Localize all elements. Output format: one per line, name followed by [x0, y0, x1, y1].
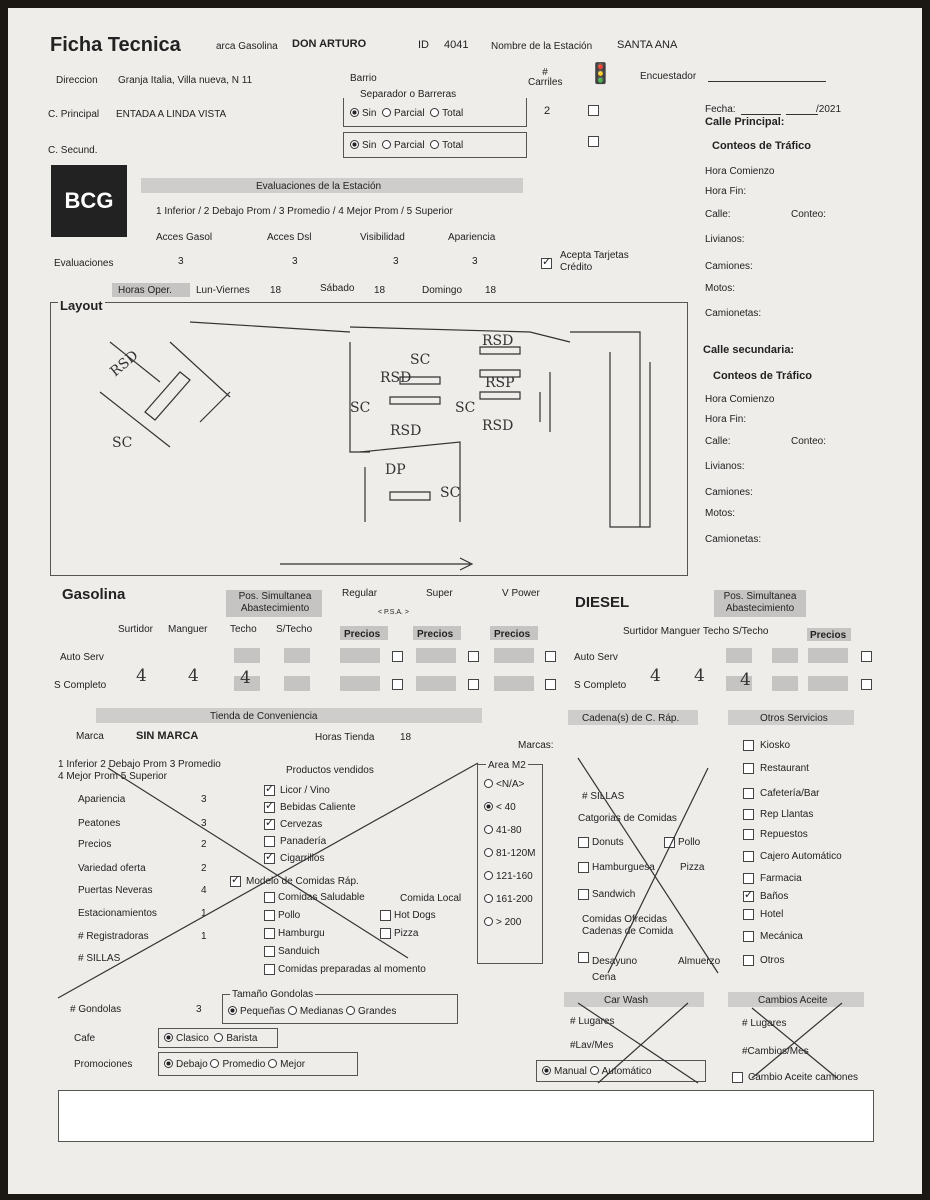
- tienda-title: Tienda de Conveniencia: [210, 711, 318, 722]
- secund-label: C. Secund.: [48, 145, 98, 156]
- horas-tienda-value: 18: [400, 732, 412, 743]
- vpower-label: V Power: [502, 588, 540, 599]
- otros-check[interactable]: [743, 740, 754, 751]
- tienda-row-value: 1: [201, 931, 207, 942]
- eval-apariencia: 3: [472, 256, 478, 267]
- sketch-sc-label-3: SC: [455, 400, 476, 416]
- gas-surtidor: Surtidor: [118, 624, 154, 635]
- area-option[interactable]: > 200: [484, 916, 521, 929]
- otros-check[interactable]: [743, 829, 754, 840]
- domingo-value: 18: [485, 285, 497, 296]
- gas-s-completo: S Completo: [54, 680, 107, 691]
- diesel-sc-techo: 4: [740, 670, 751, 690]
- otros-check[interactable]: [743, 851, 754, 862]
- bcg-logo: BCG: [51, 165, 127, 237]
- horas-label: Horas Oper.: [118, 285, 172, 296]
- diesel-sc-surtidor: 4: [650, 666, 661, 686]
- tarjetas-label: Acepta Tarjetas Crédito: [560, 250, 629, 273]
- donuts-label: Donuts: [592, 837, 624, 848]
- nombre-label: Nombre de la Estación: [491, 41, 593, 52]
- tienda-cross-out: [48, 748, 488, 1008]
- tienda-row-label: Estacionamientos: [78, 908, 157, 919]
- regular-label: Regular: [342, 588, 378, 599]
- tamano-label: Tamaño Gondolas: [232, 989, 314, 1000]
- otros-label: Otros: [760, 955, 785, 966]
- otros-title: Otros Servicios: [760, 713, 828, 724]
- sabado-value: 18: [374, 285, 386, 296]
- semaforo-principal-check[interactable]: [588, 105, 599, 116]
- otros-label: Rep Llantas: [760, 809, 814, 820]
- area-option[interactable]: 161-200: [484, 893, 533, 906]
- otros-check[interactable]: [743, 788, 754, 799]
- psa-label: < P.S.A. >: [378, 609, 410, 616]
- cadena-cross-out: [568, 748, 728, 988]
- hotdogs-label: Hot Dogs: [394, 910, 436, 921]
- tienda-row-label: Apariencia: [78, 794, 126, 805]
- sketch-rsd-label-5: RSD: [107, 347, 142, 381]
- producto-label: Cigarrillos: [280, 853, 325, 864]
- gondolas-label: # Gondolas: [70, 1004, 122, 1015]
- diesel-sc-manguer: 4: [694, 666, 705, 686]
- otros-label: Restaurant: [760, 763, 809, 774]
- otros-check[interactable]: [743, 931, 754, 942]
- sketch-rsp-label: RSP: [485, 375, 515, 391]
- producto-label: Licor / Vino: [280, 785, 330, 796]
- cafe-label: Cafe: [74, 1033, 96, 1044]
- otros-check[interactable]: [743, 763, 754, 774]
- pollo-label: Pollo: [278, 910, 301, 921]
- modelo-label: Modelo de Comidas Ráp.: [246, 876, 359, 887]
- sabado-label: Sábado: [320, 283, 355, 294]
- precios-regular: Precios: [344, 629, 381, 640]
- lv-label: Lun-Viernes: [196, 285, 250, 296]
- sketch-sc-label-4: SC: [440, 485, 461, 501]
- tamano-options[interactable]: Pequeñas Medianas Grandes: [228, 1005, 396, 1018]
- producto-check[interactable]: ✓: [265, 783, 275, 795]
- cadena-pollo-label: Pollo: [678, 837, 701, 848]
- gas-auto-super-check[interactable]: [468, 651, 479, 662]
- diesel-precios: Precios: [810, 630, 847, 641]
- gas-auto-serv: Auto Serv: [60, 652, 104, 663]
- diesel-s-completo: S Completo: [574, 680, 627, 691]
- gas-sc-techo: 4: [240, 668, 251, 688]
- hora-comienzo-2: Hora Comienzo: [705, 394, 775, 405]
- diesel-auto-serv: Auto Serv: [574, 652, 618, 663]
- calle-principal-title: Calle Principal:: [705, 116, 785, 128]
- gas-pos-label: Pos. Simultanea Abastecimiento: [238, 591, 312, 614]
- gas-techo: Techo: [230, 624, 257, 635]
- tarjetas-check[interactable]: ✓: [542, 256, 552, 268]
- eval-acces-gasol: 3: [178, 256, 184, 267]
- cena-label: Cena: [592, 972, 616, 983]
- tienda-marca-value: SIN MARCA: [136, 730, 199, 742]
- diesel-title: DIESEL: [575, 594, 630, 611]
- area-option[interactable]: 121-160: [484, 870, 533, 883]
- sketch-rsd-label: RSD: [380, 370, 412, 386]
- diesel-pos-label: Pos. Simultanea Abastecimiento: [723, 591, 797, 614]
- sketch-sc-label-2: SC: [350, 400, 371, 416]
- tienda-row-label: # SILLAS: [78, 953, 121, 964]
- encuestador-label: Encuestador: [640, 71, 697, 82]
- carwash-cross-out: [568, 998, 708, 1088]
- otros-check[interactable]: [743, 955, 754, 966]
- promociones-label: Promociones: [74, 1059, 133, 1070]
- gas-sc-surtidor: 4: [136, 666, 147, 686]
- diesel-sc-check[interactable]: [861, 679, 872, 690]
- otros-label: Hotel: [760, 909, 784, 920]
- ofrecidas-label: Comidas Ofrecidas Cadenas de Comida: [582, 914, 674, 937]
- gas-auto-regular-check[interactable]: [392, 651, 403, 662]
- promo-options[interactable]: Debajo Promedio Mejor: [164, 1058, 305, 1071]
- aceite-title: Cambios Aceite: [758, 995, 828, 1006]
- motos-2: Motos:: [705, 508, 736, 519]
- carriles-label: # Carriles: [528, 67, 563, 88]
- fecha-month-line: [786, 114, 818, 115]
- sanduich-label: Sanduich: [278, 946, 320, 957]
- tienda-row-label: Precios: [78, 839, 112, 850]
- hora-comienzo-1: Hora Comienzo: [705, 166, 775, 177]
- cadena-sillas: # SILLAS: [582, 791, 625, 802]
- notes-box[interactable]: [58, 1090, 874, 1142]
- gas-stecho: S/Techo: [276, 624, 313, 635]
- area-option[interactable]: <N/A>: [484, 778, 524, 791]
- hamburgu-label: Hamburgu: [278, 928, 325, 939]
- tienda-row-label: Peatones: [78, 818, 121, 829]
- tienda-row-value: 3: [201, 818, 207, 829]
- sandwich-label: Sandwich: [592, 889, 636, 900]
- gondolas-value: 3: [196, 1004, 202, 1015]
- almuerzo-label: Almuerzo: [678, 956, 721, 967]
- producto-check[interactable]: ✓: [265, 800, 275, 812]
- fecha-year: /2021: [816, 104, 842, 115]
- tienda-row-label: # Registradoras: [78, 931, 149, 942]
- otros-label: Cajero Automático: [760, 851, 842, 862]
- precios-vpower: Precios: [494, 629, 531, 640]
- horas-tienda-label: Horas Tienda: [315, 732, 375, 743]
- gas-sc-manguer: 4: [188, 666, 199, 686]
- carwash-lugares: # Lugares: [570, 1016, 615, 1027]
- hora-fin-1: Hora Fin:: [705, 186, 747, 197]
- evaluaciones-scale: 1 Inferior / 2 Debajo Prom / 3 Promedio / 4 Mejor Prom / 5 Superior: [156, 206, 453, 217]
- producto-check[interactable]: ✓: [265, 851, 275, 863]
- carwash-mode[interactable]: Manual Automático: [542, 1065, 652, 1078]
- direccion-label: Direccion: [56, 75, 98, 86]
- area-option[interactable]: < 40: [484, 801, 516, 814]
- otros-label: Repuestos: [760, 829, 808, 840]
- tienda-row-value: 2: [201, 863, 207, 874]
- principal-label: C. Principal: [48, 109, 100, 120]
- diesel-header: Surtidor Manguer Techo S/Techo: [623, 626, 769, 637]
- tienda-scale-2: 4 Mejor Prom 5 Superior: [58, 771, 167, 782]
- eval-acces-dsl: 3: [292, 256, 298, 267]
- aceite-lugares: # Lugares: [742, 1018, 787, 1029]
- tienda-row-value: 4: [201, 885, 207, 896]
- cadena-title: Cadena(s) de C. Ráp.: [582, 713, 680, 724]
- eval-visibilidad: 3: [393, 256, 399, 267]
- fecha-day-line: [741, 114, 781, 115]
- camiones-1: Camiones:: [705, 261, 753, 272]
- conteos-title-2: Conteos de Tráfico: [713, 370, 813, 382]
- tienda-scale-1: 1 Inferior 2 Debajo Prom 3 Promedio: [58, 759, 221, 770]
- area-option[interactable]: 41-80: [484, 824, 522, 837]
- desayuno-label: Desayuno: [592, 956, 638, 967]
- super-label: Super: [426, 588, 453, 599]
- cafe-options[interactable]: Clasico Barista: [164, 1032, 257, 1045]
- modelo-check[interactable]: ✓: [231, 874, 241, 886]
- domingo-label: Domingo: [422, 285, 463, 296]
- producto-label: Cervezas: [280, 819, 323, 830]
- categorias-label: Catgorias de Comidas: [578, 813, 677, 824]
- gas-auto-vpower-check[interactable]: [545, 651, 556, 662]
- tienda-row-value: 3: [201, 794, 207, 805]
- aceite-camiones-label: Cambio Aceite camiones: [748, 1072, 859, 1083]
- sketch-rsd-label-4: RSD: [482, 333, 514, 349]
- otros-label: Kiosko: [760, 740, 791, 751]
- tienda-row-value: 2: [201, 839, 207, 850]
- traffic-light-icon: 🚦: [588, 63, 613, 85]
- otros-check[interactable]: [743, 809, 754, 820]
- evaluaciones-title: Evaluaciones de la Estación: [256, 181, 382, 192]
- hora-fin-2: Hora Fin:: [705, 414, 747, 425]
- sketch-dp-label: DP: [385, 462, 406, 478]
- form-title: Ficha Tecnica: [50, 34, 181, 56]
- carwash-title: Car Wash: [604, 995, 649, 1006]
- camionetas-1: Camionetas:: [705, 308, 762, 319]
- direccion-value: Granja Italia, Villa nueva, N 11: [118, 75, 253, 86]
- producto-check[interactable]: ✓: [265, 817, 275, 829]
- gas-sc-vpower-check[interactable]: [545, 679, 556, 690]
- precios-super: Precios: [417, 629, 454, 640]
- camiones-2: Camiones:: [705, 487, 753, 498]
- marcas-label: Marcas:: [518, 740, 554, 751]
- camionetas-2: Camionetas:: [705, 534, 762, 545]
- cadena-pizza-label: Pizza: [680, 862, 705, 873]
- tienda-marca-label: Marca: [76, 731, 104, 742]
- layout-sketch: [50, 302, 686, 574]
- col-acces-gasol: Acces Gasol: [156, 232, 213, 243]
- sketch-sc-label-5: SC: [112, 435, 133, 451]
- otros-label: Baños: [760, 891, 789, 902]
- productos-label: Productos vendidos: [286, 765, 374, 776]
- sketch-rsd-label-3: RSD: [482, 418, 514, 434]
- sketch-sc-label: SC: [410, 352, 431, 368]
- pizza-label: Pizza: [394, 928, 419, 939]
- comidas-prep-label: Comidas preparadas al momento: [278, 964, 426, 975]
- nombre-value: SANTA ANA: [617, 39, 678, 51]
- lv-value: 18: [270, 285, 282, 296]
- calle-secundaria-title: Calle secundaria:: [703, 344, 795, 356]
- carriles-value: 2: [544, 105, 551, 117]
- hamburguesa-label: Hamburguesa: [592, 862, 655, 873]
- motos-1: Motos:: [705, 283, 736, 294]
- conteo-2: Conteo:: [791, 436, 827, 447]
- separador-principal-box: Sin Parcial Total: [343, 98, 527, 127]
- producto-label: Bebidas Caliente: [280, 802, 356, 813]
- id-value: 4041: [444, 39, 469, 51]
- sketch-rsd-label-2: RSD: [390, 423, 422, 439]
- calle-2: Calle:: [705, 436, 731, 447]
- conteo-1: Conteo:: [791, 209, 827, 220]
- gas-sc-regular-check[interactable]: [392, 679, 403, 690]
- saludable-label: Comidas Saludable: [278, 892, 365, 903]
- barrio-label: Barrio: [350, 73, 377, 84]
- col-visibilidad: Visibilidad: [360, 232, 405, 243]
- aceite-cambios: #Cambios/Mes: [742, 1046, 809, 1057]
- otros-label: Farmacia: [760, 873, 802, 884]
- layout-label: Layout: [60, 298, 103, 313]
- area-label: Area M2: [488, 760, 526, 771]
- tienda-row-label: Puertas Neveras: [78, 885, 153, 896]
- id-label: ID: [418, 39, 429, 51]
- calle-1: Calle:: [705, 209, 731, 220]
- fecha-label: Fecha:: [705, 104, 736, 115]
- livianos-1: Livianos:: [705, 234, 745, 245]
- evaluaciones-row-label: Evaluaciones: [54, 258, 114, 269]
- principal-value: ENTADA A LINDA VISTA: [116, 109, 227, 120]
- comida-local-label: Comida Local: [400, 893, 462, 904]
- aceite-cross-out: [732, 998, 862, 1088]
- otros-check[interactable]: [743, 909, 754, 920]
- col-apariencia: Apariencia: [448, 232, 496, 243]
- separador-label: Separador o Barreras: [360, 89, 457, 100]
- tienda-row-label: Variedad oferta: [78, 863, 146, 874]
- gas-manguer: Manguer: [168, 624, 208, 635]
- conteos-title-1: Conteos de Tráfico: [712, 140, 812, 152]
- producto-label: Panadería: [280, 836, 327, 847]
- col-acces-dsl: Acces Dsl: [267, 232, 312, 243]
- tienda-row-value: 1: [201, 908, 207, 919]
- marca-value: DON ARTURO: [292, 38, 367, 50]
- area-option[interactable]: 81-120M: [484, 847, 535, 860]
- survey-sheet: [8, 8, 922, 1194]
- gasolina-title: Gasolina: [62, 586, 126, 603]
- gas-sc-super-check[interactable]: [468, 679, 479, 690]
- otros-check[interactable]: ✓: [744, 889, 754, 901]
- marca-label: arca Gasolina: [216, 41, 278, 52]
- otros-label: Mecánica: [760, 931, 803, 942]
- separador-secund-box: Sin Parcial Total: [343, 132, 527, 158]
- otros-check[interactable]: [743, 873, 754, 884]
- carwash-lav: #Lav/Mes: [570, 1040, 614, 1051]
- otros-label: Cafetería/Bar: [760, 788, 820, 799]
- encuestador-line: [708, 81, 826, 82]
- diesel-auto-check[interactable]: [861, 651, 872, 662]
- livianos-2: Livianos:: [705, 461, 745, 472]
- semaforo-secund-check[interactable]: [588, 136, 599, 147]
